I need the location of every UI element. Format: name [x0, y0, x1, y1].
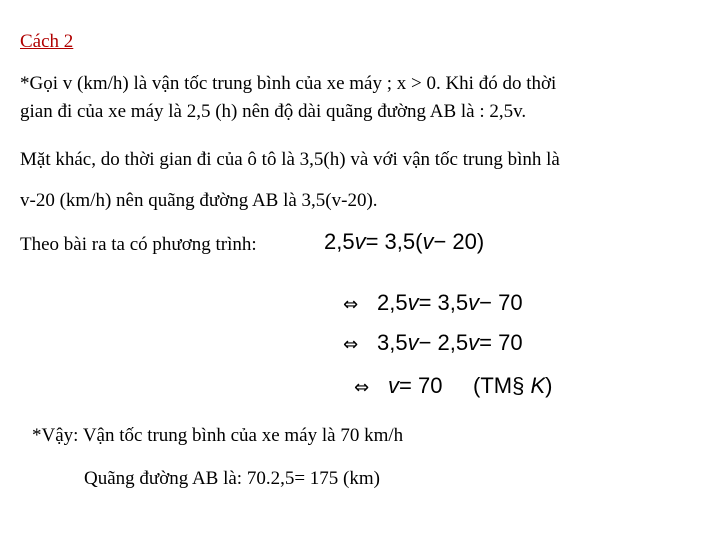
- eq0-c: = 3,5(: [365, 229, 423, 254]
- section-heading: Cách 2: [20, 31, 74, 52]
- conclusion-line-1: *Vậy: Vận tốc trung bình của xe máy là 70 km/h: [32, 425, 404, 446]
- eq1-a: 2,5: [377, 290, 408, 315]
- eq1-d: v: [468, 290, 480, 315]
- eq0-a: 2,5: [324, 229, 355, 254]
- eq3-d: ): [545, 373, 553, 398]
- eq1-c: = 3,5: [418, 290, 469, 315]
- eq2-e: = 70: [479, 330, 523, 355]
- equation-0: [324, 229, 484, 255]
- equivalence-arrow-icon: ⇔: [354, 377, 370, 398]
- paragraph-1-line-2: gian đi của xe máy là 2,5 (h) nên độ dài quãng đường AB là : 2,5v.: [20, 101, 527, 122]
- equation-lead-text: Theo bài ra ta có phương trình:: [20, 234, 257, 255]
- eq1-e: − 70: [479, 290, 523, 315]
- eq0-b: v: [354, 229, 366, 254]
- equation-1: [343, 290, 523, 318]
- eq3-c: K: [530, 373, 546, 398]
- equivalence-arrow-icon: ⇔: [343, 334, 359, 355]
- equivalence-arrow-icon: ⇔: [343, 294, 359, 315]
- paragraph-2-line-1: Mặt khác, do thời gian đi của ô tô là 3,5(h) và với vận tốc trung bình là: [20, 149, 560, 170]
- paragraph-1-line-1: *Gọi v (km/h) là vận tốc trung bình của xe máy ; x > 0. Khi đó do thời: [20, 73, 557, 94]
- paragraph-2-line-2: v-20 (km/h) nên quãng đường AB là 3,5(v-20).: [20, 190, 378, 211]
- conclusion-line-2: Quãng đường AB là: 70.2,5= 175 (km): [84, 468, 380, 489]
- eq1-b: v: [407, 290, 419, 315]
- eq3-b: = 70 (TM§: [399, 373, 531, 398]
- eq2-d: v: [468, 330, 480, 355]
- eq2-c: − 2,5: [418, 330, 469, 355]
- eq2-b: v: [407, 330, 419, 355]
- eq2-a: 3,5: [377, 330, 408, 355]
- eq0-e: − 20): [433, 229, 485, 254]
- equation-3: [354, 373, 552, 401]
- equation-2: [343, 330, 523, 358]
- eq0-d: v: [422, 229, 434, 254]
- eq3-a: v: [388, 373, 399, 398]
